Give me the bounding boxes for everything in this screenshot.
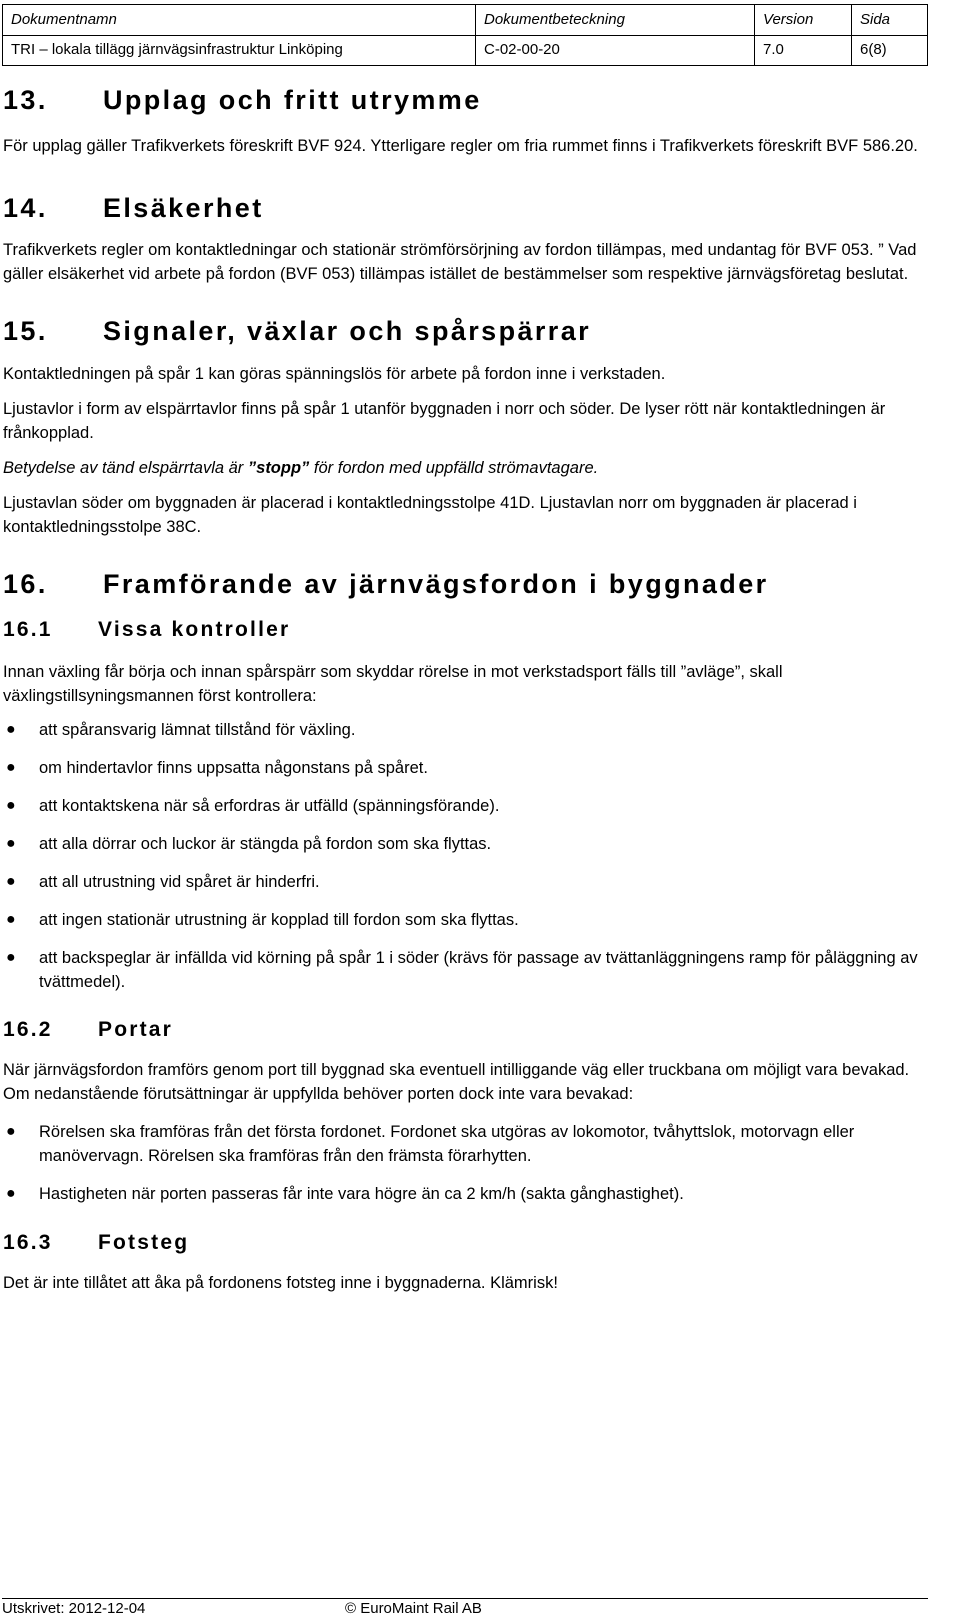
section-15-paragraph-3 bbox=[3, 456, 918, 480]
section-15-paragraph-4: Ljustavlan söder om byggnaden är placerad i kontaktledningsstolpe 41D. Ljustavlan norr om byggnaden är placerad i kontaktledningsstolpe 38C. bbox=[3, 494, 857, 536]
doc-id-label: Dokumentbeteckning bbox=[476, 5, 755, 36]
section-15-heading bbox=[3, 316, 918, 347]
section-16-2-intro: När järnvägsfordon framförs genom port till byggnad ska eventuell intilliggande väg eller truckbana om möjligt vara bevakad. Om nedanstående förutsättningar är uppfyllda behöver porten dock inte vara bevakad: bbox=[3, 1061, 910, 1103]
bullet-icon: ● bbox=[6, 1185, 16, 1202]
list-item: ● Hastigheten när porten passeras får inte vara högre än ca 2 km/h (sakta gånghastighet). bbox=[3, 1182, 918, 1206]
list-item: ● att alla dörrar och luckor är stängda på fordon som ska flyttas. bbox=[3, 832, 918, 856]
list-item: ● att all utrustning vid spåret är hinderfri. bbox=[3, 870, 918, 894]
footer-divider bbox=[2, 1598, 928, 1599]
section-16-2-heading bbox=[3, 1018, 918, 1042]
section-14-paragraph: Trafikverkets regler om kontaktledningar och stationär strömförsörjning av fordon tillämpas, med undantag för BVF 053. ” Vad gäller elsäkerhet vid arbete på fordon (BVF 053) tillämpas istället de bestämmelser som respektive järnvägsföretag beslutat. bbox=[3, 241, 917, 283]
section-title: Framförande av järnvägsfordon i byggnader bbox=[103, 569, 769, 599]
section-16-1-intro: Innan växling får börja och innan spårspärr som skyddar rörelse in mot verkstadsport fälls till ”avläge”, skall växlingstillsyningsmannen först kontrollera: bbox=[3, 663, 783, 705]
section-15-paragraph-2: Ljustavlor i form av elspärrtavlor finns på spår 1 utanför byggnaden i norr och söder. De lyser rött när kontaktledningen är frånkopplad. bbox=[3, 400, 886, 442]
section-13-paragraph: För upplag gäller Trafikverkets föreskrift BVF 924. Ytterligare regler om fria rummet finns i Trafikverkets föreskrift BVF 586.20. bbox=[3, 137, 918, 155]
section-number: 13. bbox=[3, 85, 48, 115]
doc-name-value: TRI – lokala tillägg järnvägsinfrastruktur Linköping bbox=[3, 35, 476, 66]
gate-conditions-list bbox=[3, 1120, 918, 1206]
emphasis-text: för fordon med uppfälld strömavtagare. bbox=[309, 459, 599, 477]
doc-id-value: C-02-00-20 bbox=[476, 35, 755, 66]
page-value: 6(8) bbox=[852, 35, 928, 66]
printed-date: Utskrivet: 2012-12-04 bbox=[2, 1600, 146, 1617]
section-title: Elsäkerhet bbox=[103, 193, 264, 223]
version-value: 7.0 bbox=[755, 35, 852, 66]
version-label: Version bbox=[755, 5, 852, 36]
bullet-icon: ● bbox=[6, 835, 16, 852]
list-item: ● att backspeglar är infällda vid körning på spår 1 i söder (krävs för passage av tvättanläggningens ramp för påläggning av tvättmedel). bbox=[3, 946, 918, 994]
subsection-number: 16.1 bbox=[3, 618, 53, 641]
bullet-icon: ● bbox=[6, 759, 16, 776]
section-16-3-heading bbox=[3, 1231, 918, 1255]
section-13-heading bbox=[3, 85, 918, 116]
list-item: ● Rörelsen ska framföras från det första fordonet. Fordonet ska utgöras av lokomotor, tvåhyttslok, motorvagn eller manövervagn. Rörelsen ska framföras från den främsta förarhytten. bbox=[3, 1120, 918, 1168]
bullet-icon: ● bbox=[6, 949, 16, 966]
section-number: 15. bbox=[3, 316, 48, 346]
section-15-paragraph-1: Kontaktledningen på spår 1 kan göras spänningslös för arbete på fordon inne i verkstaden. bbox=[3, 365, 666, 383]
bullet-icon: ● bbox=[6, 797, 16, 814]
subsection-title: Fotsteg bbox=[98, 1231, 190, 1254]
section-16-1-heading bbox=[3, 618, 918, 642]
section-14-heading bbox=[3, 193, 918, 224]
section-title: Signaler, växlar och spårspärrar bbox=[103, 316, 592, 346]
control-checklist bbox=[3, 718, 918, 994]
list-item: ● att kontaktskena när så erfordras är utfälld (spänningsförande). bbox=[3, 794, 918, 818]
bullet-icon: ● bbox=[6, 1123, 16, 1140]
section-16-heading bbox=[3, 569, 918, 600]
section-title: Upplag och fritt utrymme bbox=[103, 85, 482, 115]
copyright-text: © EuroMaint Rail AB bbox=[345, 1600, 482, 1617]
list-item: ● om hindertavlor finns uppsatta någonstans på spåret. bbox=[3, 756, 918, 780]
list-item: ● att spåransvarig lämnat tillstånd för växling. bbox=[3, 718, 918, 742]
section-number: 14. bbox=[3, 193, 48, 223]
doc-name-label: Dokumentnamn bbox=[3, 5, 476, 36]
bullet-icon: ● bbox=[6, 721, 16, 738]
subsection-number: 16.3 bbox=[3, 1231, 53, 1254]
subsection-title: Vissa kontroller bbox=[98, 618, 291, 641]
bullet-icon: ● bbox=[6, 873, 16, 890]
subsection-number: 16.2 bbox=[3, 1018, 53, 1041]
document-header-table bbox=[2, 4, 928, 66]
emphasis-text: Betydelse av tänd elspärrtavla är bbox=[3, 459, 248, 477]
document-footer bbox=[2, 1592, 928, 1617]
subsection-title: Portar bbox=[98, 1018, 174, 1041]
bullet-icon: ● bbox=[6, 911, 16, 928]
document-body bbox=[3, 78, 918, 1295]
list-item: ● att ingen stationär utrustning är kopplad till fordon som ska flyttas. bbox=[3, 908, 918, 932]
section-number: 16. bbox=[3, 569, 48, 599]
page-label: Sida bbox=[852, 5, 928, 36]
section-16-3-paragraph: Det är inte tillåtet att åka på fordonens fotsteg inne i byggnaderna. Klämrisk! bbox=[3, 1274, 558, 1292]
stop-keyword: ”stopp” bbox=[247, 459, 310, 477]
